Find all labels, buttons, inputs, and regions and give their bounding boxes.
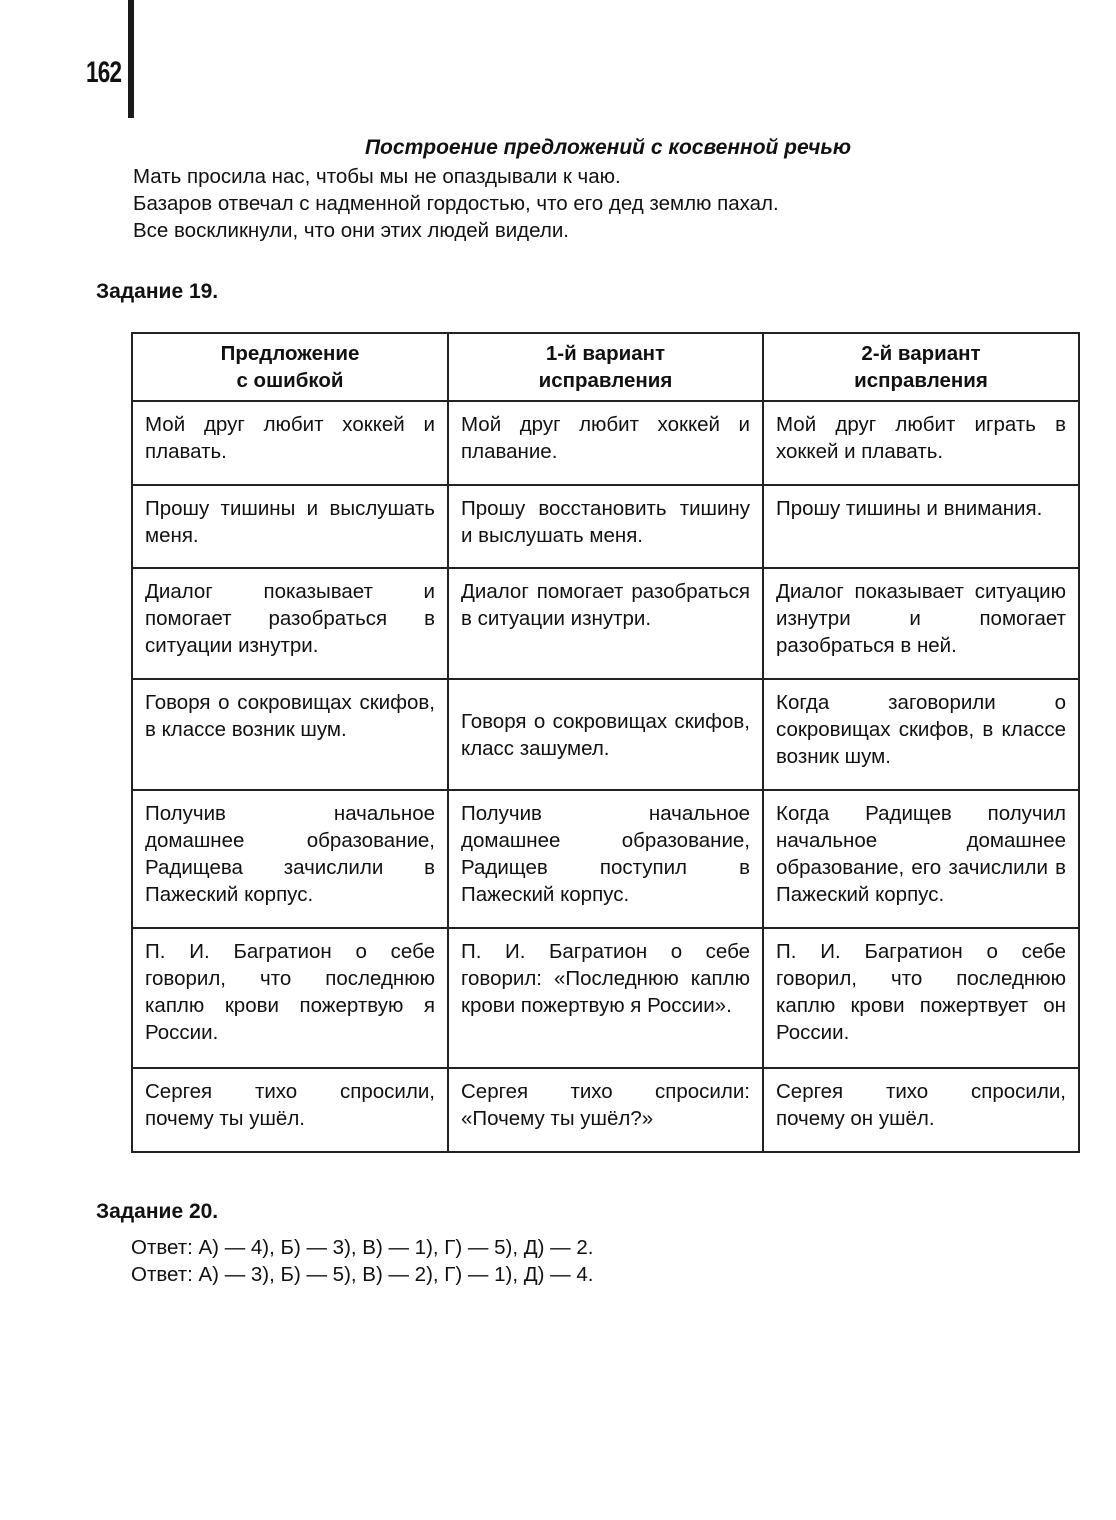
table-row	[132, 568, 1079, 679]
cell-error: П. И. Багратион о себе говорил, что последнюю каплю крови пожертвую я России.	[132, 928, 448, 1068]
header-line: исправления	[538, 369, 673, 392]
table-row	[132, 679, 1079, 790]
example-sentence: Все воскликнули, что они этих людей видели.	[133, 219, 569, 242]
header-line: исправления	[854, 369, 988, 392]
header-variant-1	[448, 333, 763, 401]
table-header-row	[132, 333, 1079, 401]
example-sentence: Мать просила нас, чтобы мы не опаздывали к чаю.	[133, 165, 621, 188]
task-19-heading: Задание 19.	[96, 280, 219, 303]
cell-error: Диалог показывает и помогает разобраться в ситуации изнутри.	[132, 568, 448, 679]
cell-variant-2: П. И. Багратион о себе говорил, что последнюю каплю крови пожертвует он России.	[763, 928, 1079, 1068]
margin-bar	[128, 0, 134, 118]
answer-line: Ответ: А) — 4), Б) — 3), В) — 1), Г) — 5), Д) — 2.	[131, 1236, 594, 1259]
cell-error: Мой друг любит хоккей и плавать.	[132, 401, 448, 485]
cell-variant-1: Говоря о сокровищах скифов, класс зашумел.	[448, 679, 763, 790]
header-line: 2-й вариант	[861, 342, 981, 365]
table-row	[132, 1068, 1079, 1152]
cell-variant-2: Диалог показывает ситуацию изнутри и помогает разобраться в ней.	[763, 568, 1079, 679]
section-title: Построение предложений с косвенной речью	[364, 136, 852, 159]
table-row	[132, 485, 1079, 568]
header-variant-2	[763, 333, 1079, 401]
cell-error: Получив начальное домашнее образование, Радищева зачислили в Пажеский корпус.	[132, 790, 448, 928]
cell-variant-1: Сергея тихо спросили: «Почему ты ушёл?»	[448, 1068, 763, 1152]
cell-variant-2: Мой друг любит играть в хоккей и плавать.	[763, 401, 1079, 485]
header-line: Предложение	[220, 342, 360, 365]
examples-block	[133, 163, 779, 244]
cell-variant-1: Получив начальное домашнее образование, Радищев поступил в Пажеский корпус.	[448, 790, 763, 928]
cell-variant-1: Мой друг любит хоккей и плавание.	[448, 401, 763, 485]
table-row	[132, 401, 1079, 485]
table-row	[132, 928, 1079, 1068]
answers-block	[131, 1234, 593, 1288]
example-sentence: Базаров отвечал с надменной гордостью, что его дед землю пахал.	[133, 192, 779, 215]
cell-error: Говоря о сокровищах скифов, в классе возник шум.	[132, 679, 448, 790]
task-20-heading: Задание 20.	[96, 1200, 219, 1223]
header-line: 1-й вариант	[545, 342, 666, 365]
cell-variant-2: Когда заговорили о сокровищах скифов, в классе возник шум.	[763, 679, 1079, 790]
cell-variant-2: Прошу тишины и внимания.	[763, 485, 1079, 568]
answer-line: Ответ: А) — 3), Б) — 5), В) — 2), Г) — 1), Д) — 4.	[131, 1263, 594, 1286]
page-number: 162	[86, 56, 122, 89]
header-line: с ошибкой	[236, 369, 344, 392]
corrections-table	[131, 332, 1080, 1153]
cell-error: Сергея тихо спросили, почему ты ушёл.	[132, 1068, 448, 1152]
table-row	[132, 790, 1079, 928]
cell-error: Прошу тишины и выслушать меня.	[132, 485, 448, 568]
cell-variant-1: П. И. Багратион о себе говорил: «Последнюю каплю крови пожертвую я России».	[448, 928, 763, 1068]
cell-variant-2: Когда Радищев получил начальное домашнее образование, его зачислили в Пажеский корпус.	[763, 790, 1079, 928]
cell-variant-2: Сергея тихо спросили, почему он ушёл.	[763, 1068, 1079, 1152]
header-sentence-with-error	[132, 333, 448, 401]
cell-variant-1: Прошу восстановить тишину и выслушать меня.	[448, 485, 763, 568]
cell-variant-1: Диалог помогает разобраться в ситуации изнутри.	[448, 568, 763, 679]
